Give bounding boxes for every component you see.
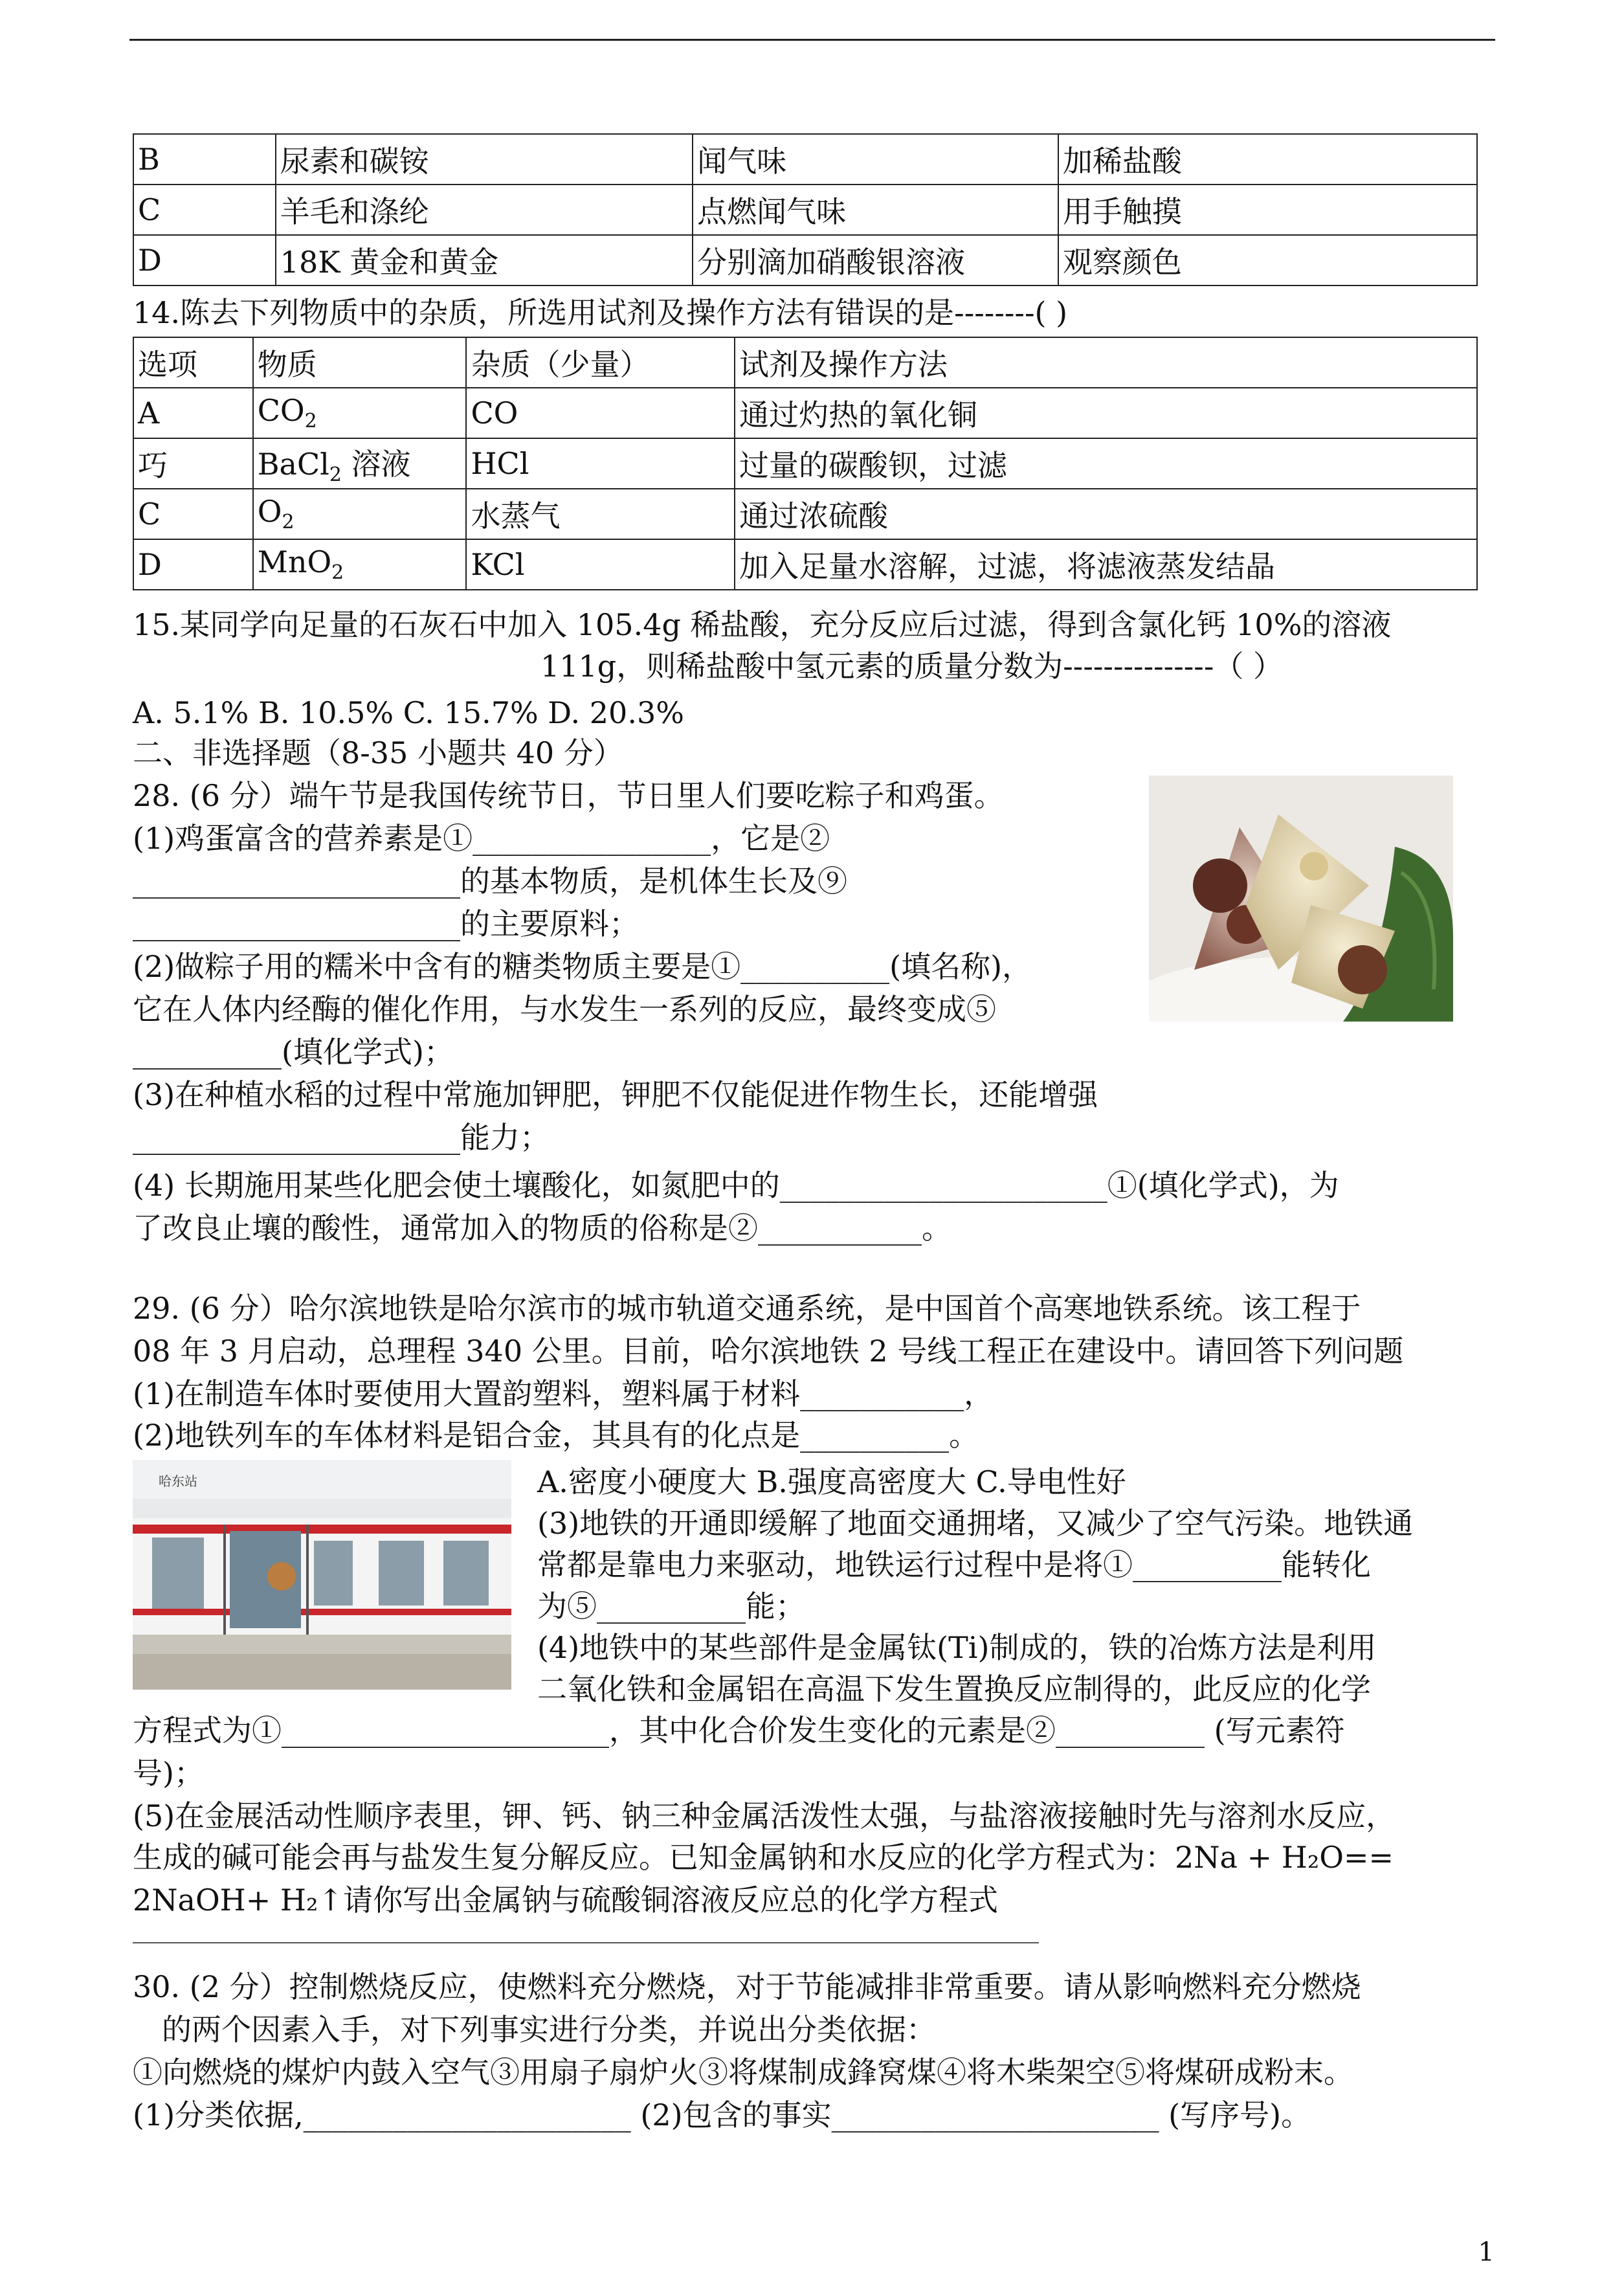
q29-tail-line: 方程式为①______________________，其中化合价发生变化的元素是②__________ (写元素符 (133, 1713, 1345, 1748)
table-cell: 用手触摸 (1058, 185, 1477, 235)
substance-cell (253, 388, 467, 438)
table-row (133, 235, 1477, 285)
q30-line: (1)分类依据,______________________ (2)包含的事实______________________ (写序号)。 (133, 2097, 1311, 2132)
table-header: 选项 (133, 337, 253, 388)
q14-table (133, 337, 1478, 590)
q29-side-line: 二氧化铁和金属铝在高温下发生置换反应制得的，此反应的化学 (537, 1672, 1371, 1706)
table-row (133, 388, 1477, 438)
table-cell: 尿素和碳铵 (276, 134, 693, 185)
q29-side-line: A.密度小硬度大 B.强度高密度大 C.导电性好 (537, 1464, 1126, 1499)
table-header-row (133, 337, 1477, 388)
table-header: 试剂及操作方法 (735, 337, 1477, 388)
subscript: 2 (329, 464, 342, 487)
formula-text: CO (257, 393, 305, 429)
q28-line: (2)做粽子用的糯米中含有的糖类物质主要是①__________(填名称)， (133, 949, 1032, 984)
option-cell: 巧 (133, 438, 253, 489)
impurity-cell: KCl (466, 539, 735, 590)
table-header: 杂质（少量） (466, 337, 735, 388)
q29-side-line: 常都是靠电力来驱动，地铁运行过程中是将①__________能转化 (537, 1547, 1371, 1582)
q29-line: (1)在制造车体时要使用大置韵塑料，塑料属于材料___________， (133, 1376, 994, 1411)
identification-table (133, 133, 1478, 286)
subscript: 2 (282, 511, 295, 534)
subway-photo (133, 1460, 511, 1690)
q29-tail-line: 生成的碱可能会再与盐发生复分解反应。已知金属钠和水反应的化学方程式为：2Na + H₂O== (133, 1840, 1394, 1875)
q28-line: (4) 长期施用某些化肥会使土壤酸化，如氮肥中的______________________①(填化学式)，为 (133, 1168, 1339, 1203)
method-cell: 过量的碳酸钡，过滤 (735, 438, 1477, 489)
q28-line: __________(填化学式)； (133, 1035, 454, 1069)
q28-line: (1)鸡蛋富含的营养素是①________________，它是② (133, 821, 830, 856)
table-cell: B (133, 134, 276, 185)
formula-text: O (257, 494, 282, 530)
table-row (133, 185, 1477, 235)
q28-line: 28. (6 分）端午节是我国传统节日，节日里人们要吃粽子和鸡蛋。 (133, 778, 1004, 813)
q29-line: 08 年 3 月启动，总理程 340 公里。目前，哈尔滨地铁 2 号线工程正在建设中。请回答下列问题 (133, 1334, 1404, 1369)
q28-line: 它在人体内经酶的催化作用，与水发生一系列的反应，最终变成⑤ (133, 992, 996, 1027)
impurity-cell: HCl (466, 438, 735, 489)
table-cell: 加稀盐酸 (1058, 134, 1477, 185)
q28-line: (3)在种植水稻的过程中常施加钾肥，钾肥不仅能促进作物生长，还能增强 (133, 1077, 1098, 1112)
subscript: 2 (331, 561, 344, 585)
impurity-cell: CO (466, 388, 735, 438)
table-cell: 羊毛和涤纶 (276, 185, 693, 235)
q29-tail-line: 号)； (133, 1756, 204, 1791)
formula-suffix: 溶液 (341, 446, 411, 482)
table-cell: 18K 黄金和黄金 (276, 235, 693, 285)
table-row (133, 438, 1477, 489)
q28-line: ______________________的基本物质，是机体生长及⑨ (133, 864, 847, 899)
subscript: 2 (304, 410, 317, 433)
table-row (133, 539, 1477, 590)
zongzi-illustration (1149, 776, 1453, 1022)
q29-side-line: (4)地铁中的某些部件是金属钛(Ti)制成的，铁的冶炼方法是利用 (537, 1630, 1377, 1665)
option-cell: D (133, 539, 253, 590)
page-number: 1 (1478, 2237, 1495, 2267)
method-cell: 通过浓硫酸 (735, 489, 1477, 539)
q29-side-line: (3)地铁的开通即缓解了地面交通拥堵，又减少了空气污染。地铁通 (537, 1506, 1414, 1541)
q29-line: (2)地铁列车的车体材料是铝合金，其具有的化点是__________。 (133, 1418, 979, 1453)
zongzi-photo (1149, 776, 1453, 1022)
subway-illustration (133, 1460, 511, 1690)
q30-line: 的两个因素入手，对下列事实进行分类，并说出分类依据： (162, 2012, 936, 2047)
q28-line: ______________________能力； (133, 1120, 550, 1155)
substance-cell (253, 539, 467, 590)
table-cell: D (133, 235, 276, 285)
substance-cell (253, 489, 467, 539)
q15-options: A. 5.1% B. 10.5% C. 15.7% D. 20.3% (133, 695, 684, 730)
option-cell: A (133, 388, 253, 438)
method-cell: 通过灼热的氧化铜 (735, 388, 1477, 438)
table-cell: 分别滴加硝酸银溶液 (693, 235, 1058, 285)
header-rule (129, 39, 1495, 41)
option-cell: C (133, 489, 253, 539)
table-header: 物质 (253, 337, 467, 388)
substance-cell (253, 438, 467, 489)
table-cell: 观察颜色 (1058, 235, 1477, 285)
answer-line (133, 1942, 1039, 1943)
table-row (133, 489, 1477, 539)
impurity-cell: 水蒸气 (466, 489, 735, 539)
q15-line-2: 111g，则稀盐酸中氢元素的质量分数为---------------（ ） (540, 649, 1284, 684)
q29-line: 29. (6 分）哈尔滨地铁是哈尔滨市的城市轨道交通系统，是中国首个高寒地铁系统。该工程于 (133, 1291, 1361, 1326)
q28-line: 了改良止壤的酸性，通常加入的物质的俗称是②___________。 (133, 1211, 951, 1246)
q14-stem: 14.陈去下列物质中的杂质，所选用试剂及操作方法有错误的是--------( ) (133, 295, 1068, 330)
q29-side-line: 为⑤__________能； (537, 1589, 805, 1624)
q29-tail-line: 2NaOH+ H₂↑请你写出金属钠与硫酸铜溶液反应总的化学方程式 (133, 1883, 999, 1918)
q15-line-1: 15.某同学向足量的石灰石中加入 105.4g 稀盐酸，充分反应后过滤，得到含氯化钙 10%的溶液 (133, 607, 1392, 642)
method-cell: 加入足量水溶解，过滤，将滤液蒸发结晶 (735, 539, 1477, 590)
q29-tail-line: (5)在金展活动性顺序表里，钾、钙、钠三种金属活泼性太强，与盐溶液接触时先与溶剂水反应， (133, 1798, 1396, 1833)
section-heading: 二、非选择题（8-35 小题共 40 分） (133, 735, 623, 770)
q28-line: ______________________的主要原料； (133, 906, 639, 941)
formula-text: MnO (257, 544, 332, 580)
q30-line: 30. (2 分）控制燃烧反应，使燃料充分燃烧，对于节能减排非常重要。请从影响燃料充分燃烧 (133, 1969, 1361, 2004)
table-cell: 点燃闻气味 (693, 185, 1058, 235)
station-sign: 哈东站 (159, 1473, 197, 1489)
q30-line: ①向燃烧的煤炉内鼓入空气③用扇子扇炉火③将煤制成鋒窝煤④将木柴架空⑤将煤研成粉末。 (133, 2055, 1353, 2090)
formula-text: BaCl (257, 446, 329, 482)
table-cell: C (133, 185, 276, 235)
table-cell: 闻气味 (693, 134, 1058, 185)
table-row (133, 134, 1477, 185)
